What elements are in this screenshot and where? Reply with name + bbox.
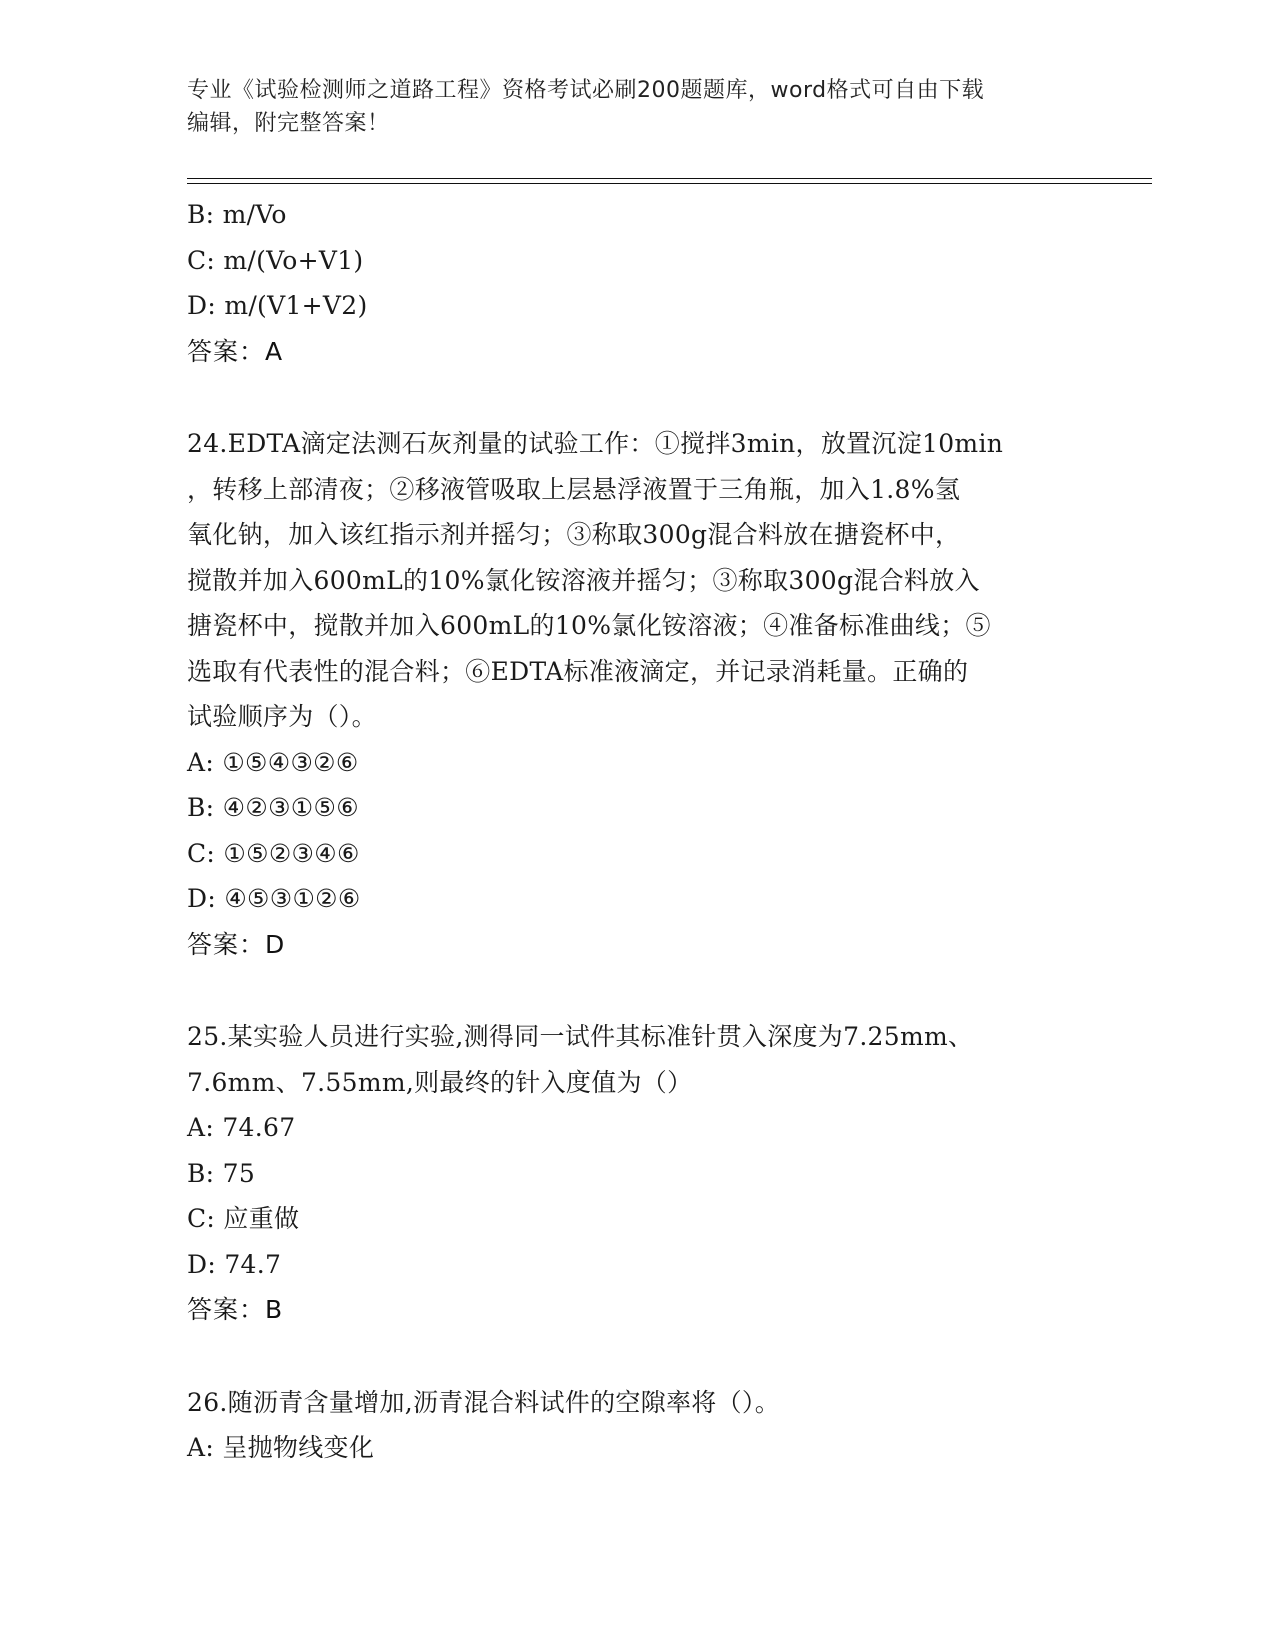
document-header [187,74,1087,140]
question-26 [187,1380,1087,1471]
spacer [187,1333,1087,1380]
question-text-line: 选取有代表性的混合料；⑥EDTA标准液滴定，并记录消耗量。正确的 [187,656,969,686]
question-text-line: ，转移上部清夜；②移液管吸取上层悬浮液置于三角瓶，加入1.8%氢 [187,474,961,504]
spacer [187,374,1087,421]
document-body [187,192,1087,1471]
header-line-1: 专业《试验检测师之道路工程》资格考试必刷200题题库，word格式可自由下载 [187,78,985,103]
header-line-2: 编辑，附完整答案！ [187,111,390,136]
header-rule-top [187,178,1152,179]
question-text-line: 24.EDTA滴定法测石灰剂量的试验工作：①搅拌3min，放置沉淀10min [187,429,1004,458]
option-d: D: m/(V1+V2) [187,291,368,320]
answer: 答案：B [187,1295,284,1324]
option-c: C: 应重做 [187,1204,300,1233]
question-text-line: 氧化钠，加入该红指示剂并摇匀；③称取300g混合料放在搪瓷杯中， [187,520,961,549]
spacer [187,967,1087,1014]
option-b: B: ④②③①⑤⑥ [187,793,359,822]
answer: 答案：A [187,336,284,366]
question-24 [187,421,1087,967]
option-a: A: 呈抛物线变化 [187,1433,375,1462]
option-a: A: 74.67 [187,1113,296,1142]
question-text-line: 搅散并加入600mL的10%氯化铵溶液并摇匀；③称取300g混合料放入 [187,565,980,595]
option-b: B: 75 [187,1158,256,1188]
question-25 [187,1014,1087,1333]
question-text-line: 25.某实验人员进行实验,测得同一试件其标准针贯入深度为7.25mm、 [187,1022,974,1051]
option-a: A: ①⑤④③②⑥ [187,747,359,777]
option-c: C: m/(Vo+V1) [187,245,364,275]
question-text-line: 试验顺序为（）。 [187,702,377,731]
question-23 [187,192,1087,374]
question-text-line: 搪瓷杯中，搅散并加入600mL的10%氯化铵溶液；④准备标准曲线；⑤ [187,611,991,640]
option-c: C: ①⑤②③④⑥ [187,838,360,868]
header-rule-bottom [187,183,1152,184]
question-text-line: 26.随沥青含量增加,沥青混合料试件的空隙率将（）。 [187,1387,781,1417]
option-b: B: m/Vo [187,200,287,229]
option-d: D: ④⑤③①②⑥ [187,884,361,913]
answer: 答案：D [187,929,286,959]
question-text-line: 7.6mm、7.55mm,则最终的针入度值为（） [187,1067,693,1097]
option-d: D: 74.7 [187,1249,282,1279]
